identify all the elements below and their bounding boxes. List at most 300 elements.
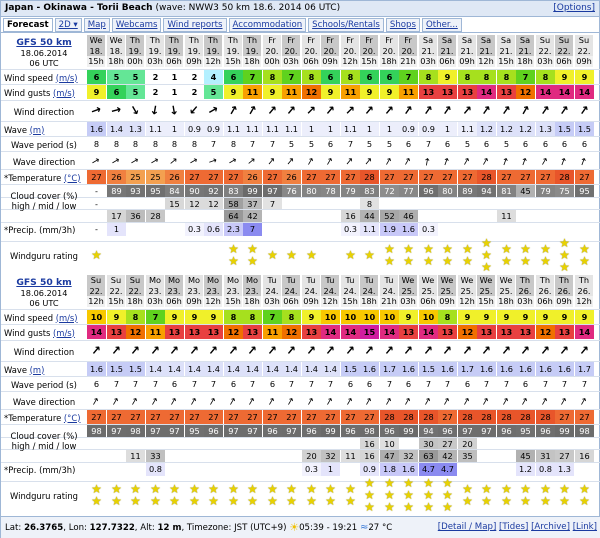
cloud-mid-cell-7: 58	[224, 198, 243, 210]
wave-height-cell-5: 1.4	[185, 362, 204, 376]
unit-link-temperature[interactable]: (°C)	[63, 412, 81, 423]
wave-period-cell-14: 6	[366, 379, 373, 389]
rating-star-icon: ★	[442, 500, 453, 514]
wind-direction-cell-19	[458, 341, 477, 361]
wave-height-cell-9: 1.1	[263, 122, 282, 136]
header-hour-20: 15h	[477, 296, 496, 307]
wave-direction-arrow-icon: →	[128, 395, 142, 409]
rating-star-icon: ★	[247, 242, 258, 256]
header-date-21: 25.	[497, 286, 516, 297]
header-hour-11: 06h	[302, 56, 321, 67]
header-day-21: Sa	[497, 35, 516, 46]
temperature-cell-7: 27	[224, 410, 243, 424]
rating-star-icon: ★	[364, 500, 375, 514]
wind-gusts-cell-14: 9	[360, 85, 379, 99]
wind-direction-arrow-icon: →	[399, 101, 418, 119]
wave-direction-arrow-icon: →	[206, 395, 220, 409]
rating-star-icon: ★	[481, 248, 492, 262]
rating-star-icon: ★	[130, 482, 141, 496]
temperature-cell-2: 25	[126, 170, 145, 184]
rating-star-icon: ★	[189, 482, 200, 496]
cloud-high-cell-11: 80	[302, 185, 321, 197]
wind-direction-cell-0	[87, 101, 106, 121]
wind-gusts-cell-21: 13	[497, 85, 516, 99]
cloud-mid-cell-4: 15	[165, 198, 184, 210]
windguru-rating-cell-8	[243, 242, 262, 268]
header-day-20: Sa	[477, 35, 496, 46]
header-hour-12: 12h	[321, 296, 340, 307]
header-day-11: Fr	[302, 35, 321, 46]
menu-item-forecast[interactable]: Forecast	[3, 18, 53, 32]
model-name-link[interactable]: GFS 50 km	[16, 37, 72, 48]
rating-star-icon: ★	[559, 494, 570, 508]
rating-star-icon: ★	[579, 482, 590, 496]
wave-height-cell-24: 1.5	[555, 122, 574, 136]
wave-direction-cell-0	[87, 152, 106, 170]
label-cloud-cover-title: Cloud cover (%)	[10, 191, 78, 201]
wind-speed-cell-0: 6	[87, 70, 106, 84]
wind-gusts-cell-14: 15	[360, 325, 379, 339]
header-date-14: 20.	[360, 46, 379, 57]
windguru-rating-cell-19	[458, 482, 477, 508]
wind-speed-cell-15: 10	[380, 310, 399, 324]
wave-direction-cell-15	[380, 152, 399, 170]
wave-period-cell-13: 7	[347, 139, 354, 149]
header-hour-13: 15h	[341, 296, 360, 307]
unit-link-wave-height[interactable]: (m)	[29, 124, 45, 135]
wind-gusts-cell-13: 11	[341, 85, 360, 99]
wave-direction-cell-3	[146, 152, 165, 170]
wind-direction-cell-18	[438, 101, 457, 121]
temperature-cell-10: 27	[282, 410, 301, 424]
rating-star-icon: ★	[462, 482, 473, 496]
cloud-low-cell-23: 31	[536, 450, 555, 462]
precip-cell-11	[302, 223, 321, 236]
menu-item-2d[interactable]: 2D ▾	[55, 18, 82, 32]
cloud-low-cell-16: 32	[399, 450, 418, 462]
wave-height-cell-15: 1.7	[380, 362, 399, 376]
label-wave-period: Wave period (s)	[11, 379, 77, 390]
header-day-16: We	[399, 275, 418, 286]
wind-speed-cell-6: 9	[204, 310, 223, 324]
windguru-rating-cell-12	[321, 482, 340, 508]
label-temperature: *Temperature (°C)	[4, 412, 81, 423]
options-link[interactable]: [Options]	[553, 3, 595, 13]
temperature-cell-11: 27	[302, 170, 321, 184]
wind-speed-cell-14: 10	[360, 310, 379, 324]
wind-gusts-cell-18: 13	[438, 85, 457, 99]
rating-star-icon: ★	[423, 242, 434, 256]
precip-cell-25	[575, 463, 594, 476]
label-wave-direction: Wave direction	[12, 156, 76, 167]
rating-star-icon: ★	[520, 494, 531, 508]
label-wind-speed: Wind speed (m/s)	[4, 312, 78, 323]
header-date-16: 20.	[399, 46, 418, 57]
windguru-rating-cell-16	[399, 476, 418, 514]
cloud-low-cell-17	[419, 210, 438, 222]
cloud-mid-cell-9: 7	[263, 198, 282, 210]
wave-height-cell-5: 0.9	[185, 122, 204, 136]
header-date-22: 21.	[516, 46, 535, 57]
footer-link-detail-map[interactable]: [Detail / Map]	[437, 522, 497, 532]
rating-star-icon: ★	[208, 494, 219, 508]
wind-direction-cell-24	[555, 101, 574, 121]
windguru-rating-cell-15	[380, 476, 399, 514]
wind-speed-cell-22: 7	[516, 70, 535, 84]
unit-link-wind-speed[interactable]: (m/s)	[55, 312, 78, 323]
wave-direction-arrow-icon: →	[226, 395, 240, 409]
wave-period-cell-8: 7	[249, 139, 256, 149]
windguru-rating-cell-25	[575, 482, 594, 508]
label-cloud-cover	[1, 431, 87, 451]
footer-link-tides[interactable]: [Tides]	[499, 522, 529, 532]
wave-period-cell-17: 7	[425, 139, 432, 149]
cloud-high-cell-21: 96	[497, 425, 516, 437]
header-date-1: 18.	[107, 46, 126, 57]
wave-period-cell-14: 5	[366, 139, 373, 149]
windguru-rating-cell-4	[165, 482, 184, 508]
temperature-cell-11: 27	[302, 410, 321, 424]
wave-direction-arrow-icon: →	[460, 395, 474, 409]
wave-height-cell-17: 1.5	[419, 362, 438, 376]
wave-height-cell-13: 1.5	[341, 362, 360, 376]
windguru-rating-cell-3	[146, 242, 165, 268]
rating-star-icon: ★	[267, 482, 278, 496]
header-day-21: We	[497, 275, 516, 286]
cloud-low-cell-20	[477, 450, 496, 462]
wind-gusts-cell-0: 14	[87, 325, 106, 339]
rating-star-icon: ★	[111, 482, 122, 496]
cloud-high-cell-22: 95	[516, 425, 535, 437]
header-hour-6: 12h	[204, 296, 223, 307]
cloud-high-cell-4: 84	[165, 185, 184, 197]
header-date-9: 20.	[263, 46, 282, 57]
wave-direction-cell-4	[165, 392, 184, 410]
wind-gusts-cell-23: 14	[536, 85, 555, 99]
header-date-24: 26.	[555, 286, 574, 297]
cloud-low-cell-3: 33	[146, 450, 165, 462]
rating-star-icon: ★	[462, 254, 473, 268]
wave-direction-arrow-icon: →	[148, 154, 162, 169]
wave-period-cell-17: 7	[425, 379, 432, 389]
temperature-cell-15: 27	[380, 170, 399, 184]
cloud-mid-cell-18: 27	[438, 438, 457, 450]
footer-links	[438, 522, 597, 532]
unit-link-wind-gusts[interactable]: (m/s)	[53, 327, 75, 338]
cloud-mid-cell-5: 12	[185, 198, 204, 210]
windguru-rating-cell-16	[399, 242, 418, 268]
cloud-high-cell-14: 98	[360, 425, 379, 437]
header-hour-2: 18h	[126, 296, 145, 307]
precip-cell-17: 4.7	[419, 463, 438, 476]
menu-item-wind-reports[interactable]: Wind reports	[163, 18, 226, 32]
temperature-cell-0: 27	[87, 170, 106, 184]
wave-direction-cell-4	[165, 152, 184, 170]
cloud-low-cell-10	[282, 210, 301, 222]
wind-direction-cell-1	[107, 341, 126, 361]
rating-star-icon: ★	[520, 242, 531, 256]
temperature-cell-10: 26	[282, 170, 301, 184]
wind-speed-cell-24: 9	[555, 310, 574, 324]
wind-direction-cell-23	[536, 341, 555, 361]
rating-star-icon: ★	[267, 494, 278, 508]
precip-cell-1	[107, 463, 126, 476]
precip-cell-12	[321, 223, 340, 236]
precip-cell-8	[243, 463, 262, 476]
wind-direction-arrow-icon: →	[555, 101, 574, 119]
footer-lat: 26.3765	[24, 522, 64, 533]
wind-direction-arrow-icon: →	[321, 101, 340, 119]
wave-period-cell-7: 6	[230, 379, 237, 389]
header-day-15: Fr	[380, 35, 399, 46]
wave-period-cell-2: 8	[132, 139, 139, 149]
footer: Lat: 26.3765 , Lon: 127.7322 , Alt: 12 m , Timezone: JST (UTC+9) ☀ 05:39 - 19:21 ≈ 27 °C [Detail / Map] [Tides] [Archive] [Link]	[1, 516, 600, 538]
precip-cell-24	[555, 223, 574, 236]
rating-star-icon: ★	[384, 242, 395, 256]
temperature-cell-1: 27	[107, 410, 126, 424]
cloud-low-cell-19: 35	[458, 450, 477, 462]
wind-direction-arrow-icon: →	[575, 101, 594, 119]
menu-item-accommodation[interactable]: Accommodation	[229, 18, 307, 32]
windguru-rating-cell-12	[321, 242, 340, 268]
wind-speed-cell-16: 7	[399, 70, 418, 84]
header-date-2: 22.	[126, 286, 145, 297]
cloud-high-cell-1: 97	[107, 425, 126, 437]
wind-direction-arrow-icon: →	[87, 341, 106, 359]
wave-direction-cell-19	[458, 152, 477, 170]
wave-direction-cell-20	[477, 392, 496, 410]
precip-cell-25	[575, 223, 594, 236]
wave-direction-arrow-icon: →	[323, 395, 337, 409]
cloud-high-cell-17: 94	[419, 425, 438, 437]
wind-speed-cell-1: 9	[107, 310, 126, 324]
rating-star-icon: ★	[306, 494, 317, 508]
wind-gusts-cell-2: 12	[126, 325, 145, 339]
wave-period-cell-23: 6	[542, 139, 549, 149]
header-day-1: Su	[107, 275, 126, 286]
footer-alt-label: Alt:	[140, 522, 155, 533]
rating-star-icon: ★	[345, 494, 356, 508]
cloud-low-cell-18	[438, 210, 457, 222]
forecast-block-1	[1, 34, 600, 274]
wind-speed-cell-4: 1	[165, 70, 184, 84]
label-precip: *Precip. (mm/3h)	[4, 465, 76, 475]
cloud-low-cell-7	[224, 450, 243, 462]
wind-direction-cell-5	[185, 341, 204, 361]
cloud-high-cell-25: 98	[575, 425, 594, 437]
wind-direction-cell-10	[282, 341, 301, 361]
wave-period-cell-11: 5	[308, 139, 315, 149]
wave-direction-cell-5	[185, 392, 204, 410]
precip-cell-19	[458, 463, 477, 476]
header-hour-18: 09h	[438, 296, 457, 307]
windguru-rating-cell-1	[107, 242, 126, 268]
wave-height-cell-18: 1.6	[438, 362, 457, 376]
wave-height-cell-19: 1.7	[458, 362, 477, 376]
wind-speed-cell-12: 6	[321, 70, 340, 84]
unit-link-temperature[interactable]: (°C)	[63, 172, 81, 183]
wave-period-cell-19: 5	[464, 139, 471, 149]
windguru-rating-cell-17	[419, 476, 438, 514]
unit-link-wind-gusts[interactable]: (m/s)	[53, 87, 75, 98]
wind-direction-cell-15	[380, 101, 399, 121]
label-temperature: *Temperature (°C)	[4, 172, 81, 183]
header-hour-3: 03h	[146, 296, 165, 307]
wave-period-cell-12: 6	[327, 139, 334, 149]
cloud-low-cell-15: 52	[380, 210, 399, 222]
menu-item-shops[interactable]: Shops	[386, 18, 420, 32]
header-hour-24: 09h	[555, 296, 574, 307]
wind-gusts-cell-25: 14	[575, 325, 594, 339]
wind-gusts-cell-18: 13	[438, 325, 457, 339]
unit-link-wind-speed[interactable]: (m/s)	[55, 72, 78, 83]
cloud-high-cell-3: 95	[146, 185, 165, 197]
wind-direction-cell-4	[165, 101, 184, 121]
wind-gusts-cell-16: 11	[399, 85, 418, 99]
precip-cell-1: 1	[107, 223, 126, 236]
wind-direction-arrow-icon: →	[165, 341, 184, 359]
footer-link-link[interactable]: [Link]	[572, 522, 597, 532]
rating-star-icon: ★	[364, 248, 375, 262]
temperature-cell-3: 25	[146, 170, 165, 184]
menu-item-map[interactable]: Map	[84, 18, 110, 32]
temperature-cell-18: 27	[438, 410, 457, 424]
windguru-rating-cell-23	[536, 482, 555, 508]
header-date-13: 24.	[341, 286, 360, 297]
cloud-high-cell-20: 94	[477, 185, 496, 197]
cloud-low-cell-8: 42	[243, 210, 262, 222]
wind-direction-cell-6	[204, 341, 223, 361]
cloud-high-cell-6: 92	[204, 185, 223, 197]
wave-period-cell-5: 8	[191, 139, 198, 149]
cloud-low-cell-4	[165, 210, 184, 222]
header-hour-25: 12h	[575, 296, 594, 307]
wave-direction-arrow-icon: →	[538, 395, 552, 409]
temperature-cell-15: 28	[380, 410, 399, 424]
windguru-rating-cell-21	[497, 482, 516, 508]
wave-direction-cell-1	[107, 152, 126, 170]
rating-star-icon: ★	[501, 482, 512, 496]
header-day-14: Fr	[360, 35, 379, 46]
wind-direction-arrow-icon: →	[302, 341, 321, 359]
wind-direction-arrow-icon: →	[282, 341, 301, 359]
unit-link-wave-height[interactable]: (m)	[29, 364, 45, 375]
header-date-7: 19.	[224, 46, 243, 57]
cloud-high-cell-14: 83	[360, 185, 379, 197]
wave-height-cell-2: 1.3	[126, 122, 145, 136]
wave-direction-cell-19	[458, 392, 477, 410]
menu-item-webcams[interactable]: Webcams	[112, 18, 162, 32]
sunrise-sunset: 05:39 - 19:21	[299, 522, 358, 533]
header-hour-16: 03h	[399, 296, 418, 307]
wind-gusts-cell-1: 13	[107, 325, 126, 339]
menu-item-schools-rentals[interactable]: Schools/Rentals	[308, 18, 384, 32]
temperature-cell-8: 27	[243, 410, 262, 424]
cloud-high-cell-12: 99	[321, 425, 340, 437]
wave-period-cell-9: 6	[269, 379, 276, 389]
wind-gusts-cell-11: 13	[302, 325, 321, 339]
header-hour-5: 09h	[185, 296, 204, 307]
rating-star-icon: ★	[462, 242, 473, 256]
wind-gusts-cell-6: 5	[204, 85, 223, 99]
wind-direction-cell-12	[321, 101, 340, 121]
wind-speed-cell-9: 7	[263, 310, 282, 324]
model-name-link[interactable]: GFS 50 km	[16, 277, 72, 288]
cloud-high-cell-19: 89	[458, 185, 477, 197]
cloud-mid-cell-19: 20	[458, 438, 477, 450]
wave-direction-arrow-icon: →	[538, 155, 552, 169]
header-day-4: Th	[165, 35, 184, 46]
wind-direction-cell-12	[321, 341, 340, 361]
wave-direction-cell-2	[126, 392, 145, 410]
windguru-rating-cell-3	[146, 482, 165, 508]
footer-link-archive[interactable]: [Archive]	[531, 522, 570, 532]
header-date-4: 23.	[165, 286, 184, 297]
header-hour-10: 06h	[282, 296, 301, 307]
model-date: 18.06.2014	[20, 48, 68, 58]
header-date-8: 19.	[243, 46, 262, 57]
header-day-7: Th	[224, 35, 243, 46]
rating-star-icon: ★	[462, 494, 473, 508]
header-hour-3: 03h	[146, 56, 165, 67]
wind-direction-arrow-icon: →	[263, 101, 282, 119]
temperature-cell-6: 27	[204, 170, 223, 184]
rating-star-icon: ★	[540, 482, 551, 496]
cloud-high-cell-25: 95	[575, 185, 594, 197]
wind-speed-cell-23: 9	[536, 310, 555, 324]
header-date-3: 23.	[146, 286, 165, 297]
header-date-22: 26.	[516, 286, 535, 297]
cloud-high-cell-19: 97	[458, 425, 477, 437]
wind-direction-arrow-icon: →	[360, 101, 379, 119]
precip-cell-22	[516, 223, 535, 236]
wave-period-cell-18: 7	[444, 379, 451, 389]
cloud-high-cell-2: 98	[126, 425, 145, 437]
windguru-rating-cell-0	[87, 242, 106, 268]
wind-gusts-cell-8: 11	[243, 85, 262, 99]
wave-direction-cell-17	[419, 392, 438, 410]
cloud-high-cell-8: 97	[243, 425, 262, 437]
header-hour-18: 06h	[438, 56, 457, 67]
wave-direction-cell-10	[282, 392, 301, 410]
header-date-10: 20.	[282, 46, 301, 57]
header-day-3: Th	[146, 35, 165, 46]
wind-speed-cell-4: 9	[165, 310, 184, 324]
wave-direction-cell-11	[302, 152, 321, 170]
wind-gusts-cell-23: 12	[536, 325, 555, 339]
rating-star-icon: ★	[559, 482, 570, 496]
wind-direction-cell-1	[107, 101, 126, 121]
temperature-cell-19: 28	[458, 410, 477, 424]
label-cloud-cover-title: Cloud cover (%)	[10, 431, 78, 441]
wave-height-cell-4: 1.4	[165, 362, 184, 376]
wind-direction-cell-4	[165, 341, 184, 361]
menu-item-other[interactable]: Other...	[422, 18, 462, 32]
wave-height-cell-20: 1.2	[477, 122, 496, 136]
cloud-high-cell-21: 81	[497, 185, 516, 197]
wave-height-cell-14: 1.6	[360, 362, 379, 376]
precip-cell-14: 1.1	[360, 223, 379, 236]
label-wave-height: Wave (m)	[4, 124, 45, 135]
cloud-high-cell-7: 97	[224, 425, 243, 437]
wind-direction-arrow-icon: →	[224, 102, 243, 118]
wind-direction-cell-24	[555, 341, 574, 361]
wind-gusts-cell-8: 13	[243, 325, 262, 339]
windguru-rating-cell-2	[126, 242, 145, 268]
rating-star-icon: ★	[228, 242, 239, 256]
rating-star-icon: ★	[247, 494, 258, 508]
cloud-high-cell-22: 45	[516, 185, 535, 197]
